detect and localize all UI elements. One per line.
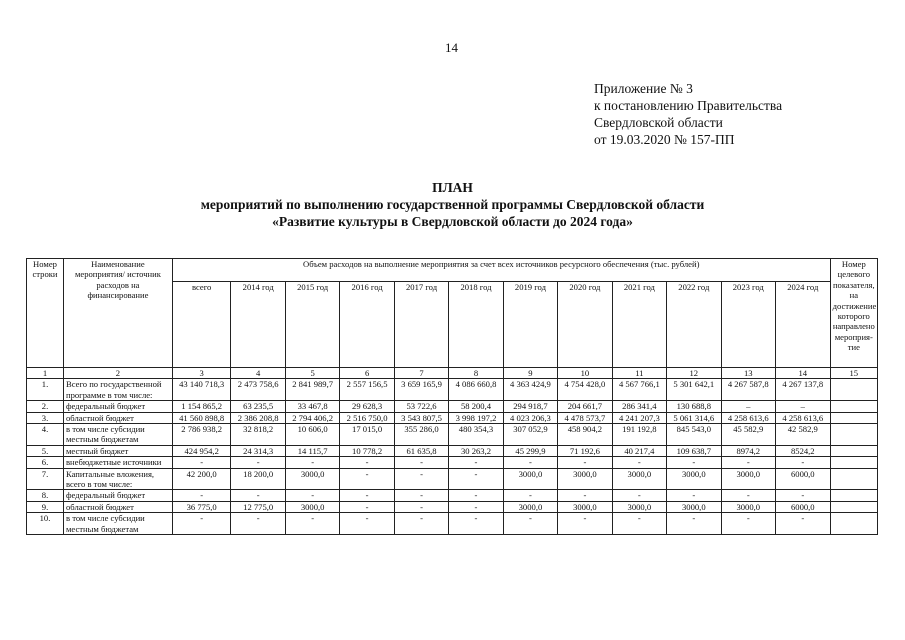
value-cell: 3000,0 <box>503 468 557 490</box>
value-cell: 3000,0 <box>503 501 557 512</box>
value-cell: - <box>394 468 448 490</box>
value-cell: - <box>503 513 557 535</box>
value-cell: - <box>231 457 285 468</box>
value-cell: 3 543 807,5 <box>394 412 448 423</box>
target-cell <box>830 445 877 456</box>
value-cell: 71 192,6 <box>558 445 612 456</box>
row-number: 8. <box>27 490 64 501</box>
table-row <box>27 513 878 535</box>
header-activity-name: Наименование мероприятия/ источник расходов на финансирование <box>63 259 172 368</box>
value-cell: - <box>172 490 231 501</box>
value-cell: 4 754 428,0 <box>558 379 612 401</box>
program-name: «Развитие культуры в Свердловской области до 2024 года» <box>272 214 633 229</box>
target-cell <box>830 401 877 412</box>
value-cell: 458 904,2 <box>558 424 612 446</box>
value-cell: 3000,0 <box>612 468 666 490</box>
target-cell <box>830 490 877 501</box>
value-cell: 3000,0 <box>285 468 339 490</box>
value-cell: 41 560 898,8 <box>172 412 231 423</box>
row-number: 2. <box>27 401 64 412</box>
header-year: 2014 год <box>231 282 285 368</box>
document-subtitle: мероприятий по выполнению государственной программы Свердловской области <box>200 197 705 212</box>
appendix-line: от 19.03.2020 № 157-ПП <box>594 132 735 147</box>
value-cell: 3000,0 <box>667 501 721 512</box>
value-cell: - <box>449 501 503 512</box>
row-name: федеральный бюджет <box>63 490 172 501</box>
value-cell: 18 200,0 <box>231 468 285 490</box>
value-cell: - <box>394 501 448 512</box>
value-cell: – <box>775 401 830 412</box>
row-number: 5. <box>27 445 64 456</box>
column-number: 13 <box>721 368 775 379</box>
column-number: 4 <box>231 368 285 379</box>
target-cell <box>830 379 877 401</box>
value-cell: - <box>285 490 339 501</box>
value-cell: 8974,2 <box>721 445 775 456</box>
target-cell <box>830 424 877 446</box>
page-number: 14 <box>445 40 458 55</box>
column-number: 9 <box>503 368 557 379</box>
column-number: 3 <box>172 368 231 379</box>
value-cell: 4 086 660,8 <box>449 379 503 401</box>
header-year: 2015 год <box>285 282 339 368</box>
value-cell: 24 314,3 <box>231 445 285 456</box>
value-cell: 2 841 989,7 <box>285 379 339 401</box>
column-number: 14 <box>775 368 830 379</box>
value-cell: - <box>721 513 775 535</box>
value-cell: 355 286,0 <box>394 424 448 446</box>
value-cell: 4 567 766,1 <box>612 379 666 401</box>
value-cell: 109 638,7 <box>667 445 721 456</box>
value-cell: 2 386 208,8 <box>231 412 285 423</box>
row-name: Всего по государственной программе в том числе: <box>63 379 172 401</box>
target-cell <box>830 457 877 468</box>
appendix-note <box>594 80 782 148</box>
value-cell: 58 200,4 <box>449 401 503 412</box>
table-row <box>27 490 878 501</box>
row-name: федеральный бюджет <box>63 401 172 412</box>
value-cell: - <box>340 501 394 512</box>
value-cell: 3 659 165,9 <box>394 379 448 401</box>
value-cell: - <box>340 490 394 501</box>
value-cell: - <box>612 457 666 468</box>
column-number: 10 <box>558 368 612 379</box>
column-number: 8 <box>449 368 503 379</box>
column-number: 5 <box>285 368 339 379</box>
value-cell: 29 628,3 <box>340 401 394 412</box>
header-year: 2021 год <box>612 282 666 368</box>
value-cell: 307 052,9 <box>503 424 557 446</box>
row-name: областной бюджет <box>63 412 172 423</box>
table-row <box>27 468 878 490</box>
value-cell: - <box>394 513 448 535</box>
value-cell: - <box>503 490 557 501</box>
value-cell: - <box>667 490 721 501</box>
value-cell: - <box>340 457 394 468</box>
value-cell: 4 258 613,6 <box>721 412 775 423</box>
row-number: 6. <box>27 457 64 468</box>
value-cell: - <box>558 513 612 535</box>
value-cell: 10 778,2 <box>340 445 394 456</box>
value-cell: 424 954,2 <box>172 445 231 456</box>
value-cell: - <box>775 513 830 535</box>
value-cell: 2 794 406,2 <box>285 412 339 423</box>
value-cell: - <box>394 457 448 468</box>
value-cell: 6000,0 <box>775 468 830 490</box>
header-year: 2022 год <box>667 282 721 368</box>
value-cell: 12 775,0 <box>231 501 285 512</box>
value-cell: 286 341,4 <box>612 401 666 412</box>
row-number: 3. <box>27 412 64 423</box>
value-cell: 3000,0 <box>558 501 612 512</box>
column-number: 7 <box>394 368 448 379</box>
value-cell: 3000,0 <box>285 501 339 512</box>
value-cell: - <box>340 468 394 490</box>
header-expense-volume: Объем расходов на выполнение мероприятия за счет всех источников ресурсного обеспечения (тыс. рублей) <box>172 259 830 282</box>
value-cell: - <box>775 457 830 468</box>
value-cell: 3000,0 <box>721 501 775 512</box>
value-cell: - <box>503 457 557 468</box>
value-cell: 4 258 613,6 <box>775 412 830 423</box>
appendix-line: Свердловской области <box>594 115 723 130</box>
header-year: 2018 год <box>449 282 503 368</box>
value-cell: 10 606,0 <box>285 424 339 446</box>
value-cell: - <box>612 490 666 501</box>
column-number: 6 <box>340 368 394 379</box>
value-cell: - <box>231 513 285 535</box>
value-cell: 1 154 865,2 <box>172 401 231 412</box>
value-cell: - <box>449 490 503 501</box>
value-cell: 43 140 718,3 <box>172 379 231 401</box>
header-year: 2020 год <box>558 282 612 368</box>
value-cell: 2 473 758,6 <box>231 379 285 401</box>
value-cell: 8524,2 <box>775 445 830 456</box>
value-cell: 4 241 207,3 <box>612 412 666 423</box>
value-cell: - <box>285 457 339 468</box>
row-number: 10. <box>27 513 64 535</box>
row-number: 1. <box>27 379 64 401</box>
value-cell: - <box>775 490 830 501</box>
column-number: 1 <box>27 368 64 379</box>
row-name: местный бюджет <box>63 445 172 456</box>
table-row <box>27 401 878 412</box>
value-cell: - <box>449 457 503 468</box>
header-year: 2017 год <box>394 282 448 368</box>
value-cell: 63 235,5 <box>231 401 285 412</box>
value-cell: - <box>449 513 503 535</box>
header-target-indicator: Номер целевого показателя, на достижение которого направлено мероприя-тие <box>830 259 877 368</box>
target-cell <box>830 468 877 490</box>
appendix-line: Приложение № 3 <box>594 81 693 96</box>
value-cell: 3 998 197,2 <box>449 412 503 423</box>
value-cell: - <box>612 513 666 535</box>
table-row <box>27 412 878 423</box>
row-name: областной бюджет <box>63 501 172 512</box>
value-cell: 32 818,2 <box>231 424 285 446</box>
row-name: в том числе субсидии местным бюджетам <box>63 513 172 535</box>
value-cell: - <box>721 490 775 501</box>
header-year: 2024 год <box>775 282 830 368</box>
table-row <box>27 445 878 456</box>
value-cell: 45 299,9 <box>503 445 557 456</box>
column-number: 2 <box>63 368 172 379</box>
value-cell: - <box>231 490 285 501</box>
value-cell: - <box>340 513 394 535</box>
value-cell: 4 023 206,3 <box>503 412 557 423</box>
value-cell: 204 661,7 <box>558 401 612 412</box>
value-cell: - <box>558 490 612 501</box>
table-header-row <box>27 259 878 282</box>
value-cell: 30 263,2 <box>449 445 503 456</box>
value-cell: 191 192,8 <box>612 424 666 446</box>
value-cell: 36 775,0 <box>172 501 231 512</box>
value-cell: 17 015,0 <box>340 424 394 446</box>
row-number: 9. <box>27 501 64 512</box>
column-number: 11 <box>612 368 666 379</box>
appendix-line: к постановлению Правительства <box>594 98 783 113</box>
value-cell: 3000,0 <box>721 468 775 490</box>
value-cell: 6000,0 <box>775 501 830 512</box>
value-cell: 61 635,8 <box>394 445 448 456</box>
value-cell: 130 688,8 <box>667 401 721 412</box>
value-cell: - <box>285 513 339 535</box>
value-cell: - <box>394 490 448 501</box>
value-cell: 294 918,7 <box>503 401 557 412</box>
value-cell: 40 217,4 <box>612 445 666 456</box>
value-cell: 42 582,9 <box>775 424 830 446</box>
column-number: 15 <box>830 368 877 379</box>
row-number: 4. <box>27 424 64 446</box>
value-cell: 4 267 137,8 <box>775 379 830 401</box>
value-cell: 3000,0 <box>558 468 612 490</box>
value-cell: - <box>667 513 721 535</box>
table-row <box>27 424 878 446</box>
value-cell: - <box>667 457 721 468</box>
header-year: 2016 год <box>340 282 394 368</box>
row-name: внебюджетные источники <box>63 457 172 468</box>
value-cell: - <box>558 457 612 468</box>
value-cell: 42 200,0 <box>172 468 231 490</box>
header-year: 2023 год <box>721 282 775 368</box>
value-cell: - <box>449 468 503 490</box>
header-row-number: Номер строки <box>27 259 64 368</box>
target-cell <box>830 412 877 423</box>
value-cell: 4 363 424,9 <box>503 379 557 401</box>
value-cell: 3000,0 <box>667 468 721 490</box>
value-cell: 45 582,9 <box>721 424 775 446</box>
value-cell: 33 467,8 <box>285 401 339 412</box>
header-year: всего <box>172 282 231 368</box>
row-number: 7. <box>27 468 64 490</box>
table-row <box>27 379 878 401</box>
document-title: ПЛАН <box>432 180 473 195</box>
table-column-numbers-row <box>27 368 878 379</box>
value-cell: 2 786 938,2 <box>172 424 231 446</box>
value-cell: 5 061 314,6 <box>667 412 721 423</box>
value-cell: 845 543,0 <box>667 424 721 446</box>
value-cell: – <box>721 401 775 412</box>
value-cell: 4 478 573,7 <box>558 412 612 423</box>
target-cell <box>830 513 877 535</box>
value-cell: 2 557 156,5 <box>340 379 394 401</box>
value-cell: - <box>721 457 775 468</box>
value-cell: 4 267 587,8 <box>721 379 775 401</box>
value-cell: - <box>172 457 231 468</box>
value-cell: 3000,0 <box>612 501 666 512</box>
row-name: Капитальные вложения, всего в том числе: <box>63 468 172 490</box>
target-cell <box>830 501 877 512</box>
value-cell: 53 722,6 <box>394 401 448 412</box>
value-cell: 5 301 642,1 <box>667 379 721 401</box>
value-cell: - <box>172 513 231 535</box>
column-number: 12 <box>667 368 721 379</box>
plan-table <box>26 258 878 535</box>
table-row <box>27 501 878 512</box>
table-row <box>27 457 878 468</box>
value-cell: 2 516 750,0 <box>340 412 394 423</box>
row-name: в том числе субсидии местным бюджетам <box>63 424 172 446</box>
value-cell: 14 115,7 <box>285 445 339 456</box>
value-cell: 480 354,3 <box>449 424 503 446</box>
header-year: 2019 год <box>503 282 557 368</box>
